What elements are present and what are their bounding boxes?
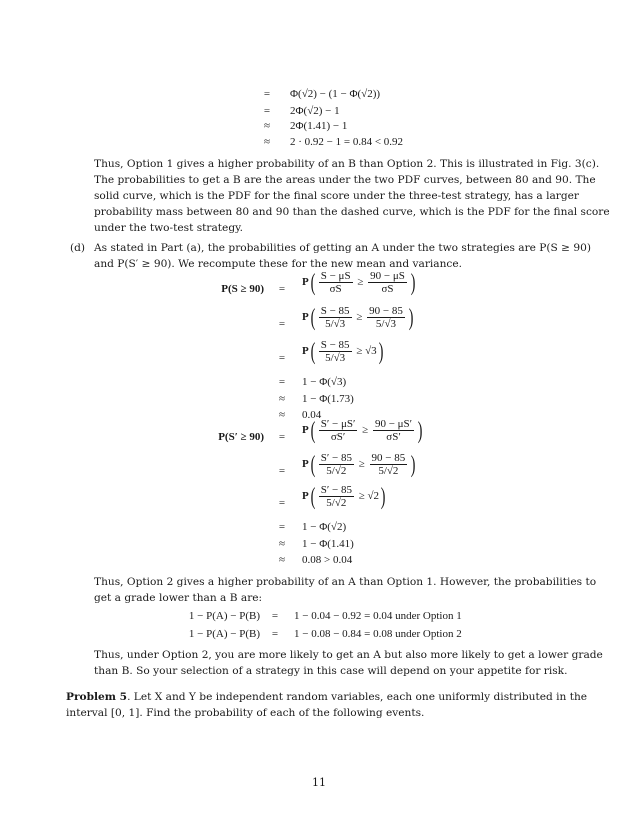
eq-op: =: [278, 318, 286, 330]
eq-rhs: 1 − 0.04 − 0.92 = 0.04 under Option 1: [294, 610, 462, 622]
eq-op: =: [263, 105, 271, 117]
text-line: probability mass between 80 and 90 than the dashed curve, which is the PDF for the final score: [94, 206, 610, 218]
eq-op: =: [278, 465, 286, 477]
eq-op: =: [278, 431, 286, 443]
eq-lhs: P(S′ ≥ 90): [218, 431, 264, 443]
eq-op: =: [278, 352, 286, 364]
eq-op: ≈: [263, 136, 271, 148]
text-line: get a grade lower than a B are:: [94, 592, 263, 604]
text-line: than B. So your selection of a strategy in this case will depend on your appetite for risk.: [94, 665, 568, 677]
eq-rhs: P( $\frac{S - \mu S}{\sigma S}$ ≥ $\frac{90 - \mu S}{\sigma S}$ ): [302, 269, 416, 296]
text-line: solid curve, which is the PDF for the final score under the three-test strategy, has a larger: [94, 190, 579, 202]
text-line: Thus, under Option 2, you are more likely to get an A but also more likely to get a lower grade: [94, 649, 603, 661]
eq-op: ≈: [278, 393, 286, 405]
eq-rhs: P( $\frac{S' - 85}{5/√2}$ ≥ $\frac{90 - 85}{5/√2}$ ): [302, 451, 416, 478]
eq-rhs: 2Φ(√2) − 1: [290, 105, 340, 117]
part-label: (d): [70, 242, 86, 254]
page-number: 11: [312, 776, 326, 789]
eq-rhs: 1 − Φ(√2): [302, 521, 347, 533]
text-line: Problem 5. Let X and Y be independent random variables, each one uniformly distributed in the: [66, 691, 588, 703]
eq-rhs: P( $\frac{S - 85}{5/√3}$ ≥ $\frac{90 - 85}{5/√3}$ ): [302, 304, 414, 331]
eq-op: =: [271, 628, 279, 640]
eq-op: =: [263, 88, 271, 100]
eq-op: =: [278, 497, 286, 509]
eq-rhs: P( $\frac{S' - 85}{5/√2}$ ≥ √2): [302, 483, 386, 510]
eq-op: ≈: [278, 409, 286, 421]
eq-lhs: 1 − P(A) − P(B): [188, 610, 260, 622]
text-line: Thus, Option 2 gives a higher probability of an A than Option 1. However, the probabilities to: [94, 576, 597, 588]
eq-rhs: 0.04: [302, 409, 322, 421]
eq-rhs: 2 · 0.92 − 1 = 0.84 < 0.92: [290, 136, 404, 148]
eq-op: =: [271, 610, 279, 622]
text-line: interval [0, 1]. Find the probability of each of the following events.: [66, 707, 425, 719]
eq-rhs: 1 − Φ(1.41): [302, 538, 354, 550]
text-line: under the two-test strategy.: [94, 222, 244, 234]
eq-lhs: P(S ≥ 90): [221, 283, 264, 295]
text-line: As stated in Part (a), the probabilities of getting an A under the two strategies are P(S ≥ 90): [94, 242, 592, 254]
eq-op: ≈: [263, 120, 271, 132]
eq-rhs: 1 − 0.08 − 0.84 = 0.08 under Option 2: [294, 628, 462, 640]
eq-rhs: 0.08 > 0.04: [302, 554, 353, 566]
text-line: and P(S′ ≥ 90). We recompute these for the new mean and variance.: [94, 258, 462, 270]
text-line: The probabilities to get a B are the areas under the two PDF curves, between 80 and 90. The: [94, 174, 596, 186]
problem-label: Problem 5: [66, 691, 128, 703]
eq-lhs: 1 − P(A) − P(B): [188, 628, 260, 640]
eq-rhs: P( $\frac{S' - \mu S'}{\sigma S'}$ ≥ $\frac{90 - \mu S'}{\sigma S'}$ ): [302, 417, 423, 444]
eq-op: =: [278, 376, 286, 388]
eq-rhs: 1 − Φ(√3): [302, 376, 347, 388]
eq-op: =: [278, 521, 286, 533]
eq-rhs: Φ(√2) − (1 − Φ(√2)): [290, 88, 381, 100]
eq-rhs: 2Φ(1.41) − 1: [290, 120, 348, 132]
text-line: Thus, Option 1 gives a higher probability of an B than Option 2. This is illustrated in Fig. 3(c).: [94, 158, 600, 170]
eq-op: ≈: [278, 554, 286, 566]
eq-rhs: 1 − Φ(1.73): [302, 393, 354, 405]
eq-rhs: P( $\frac{S - 85}{5/√3}$ ≥ √3): [302, 338, 384, 365]
eq-op: ≈: [278, 538, 286, 550]
eq-op: =: [278, 283, 286, 295]
